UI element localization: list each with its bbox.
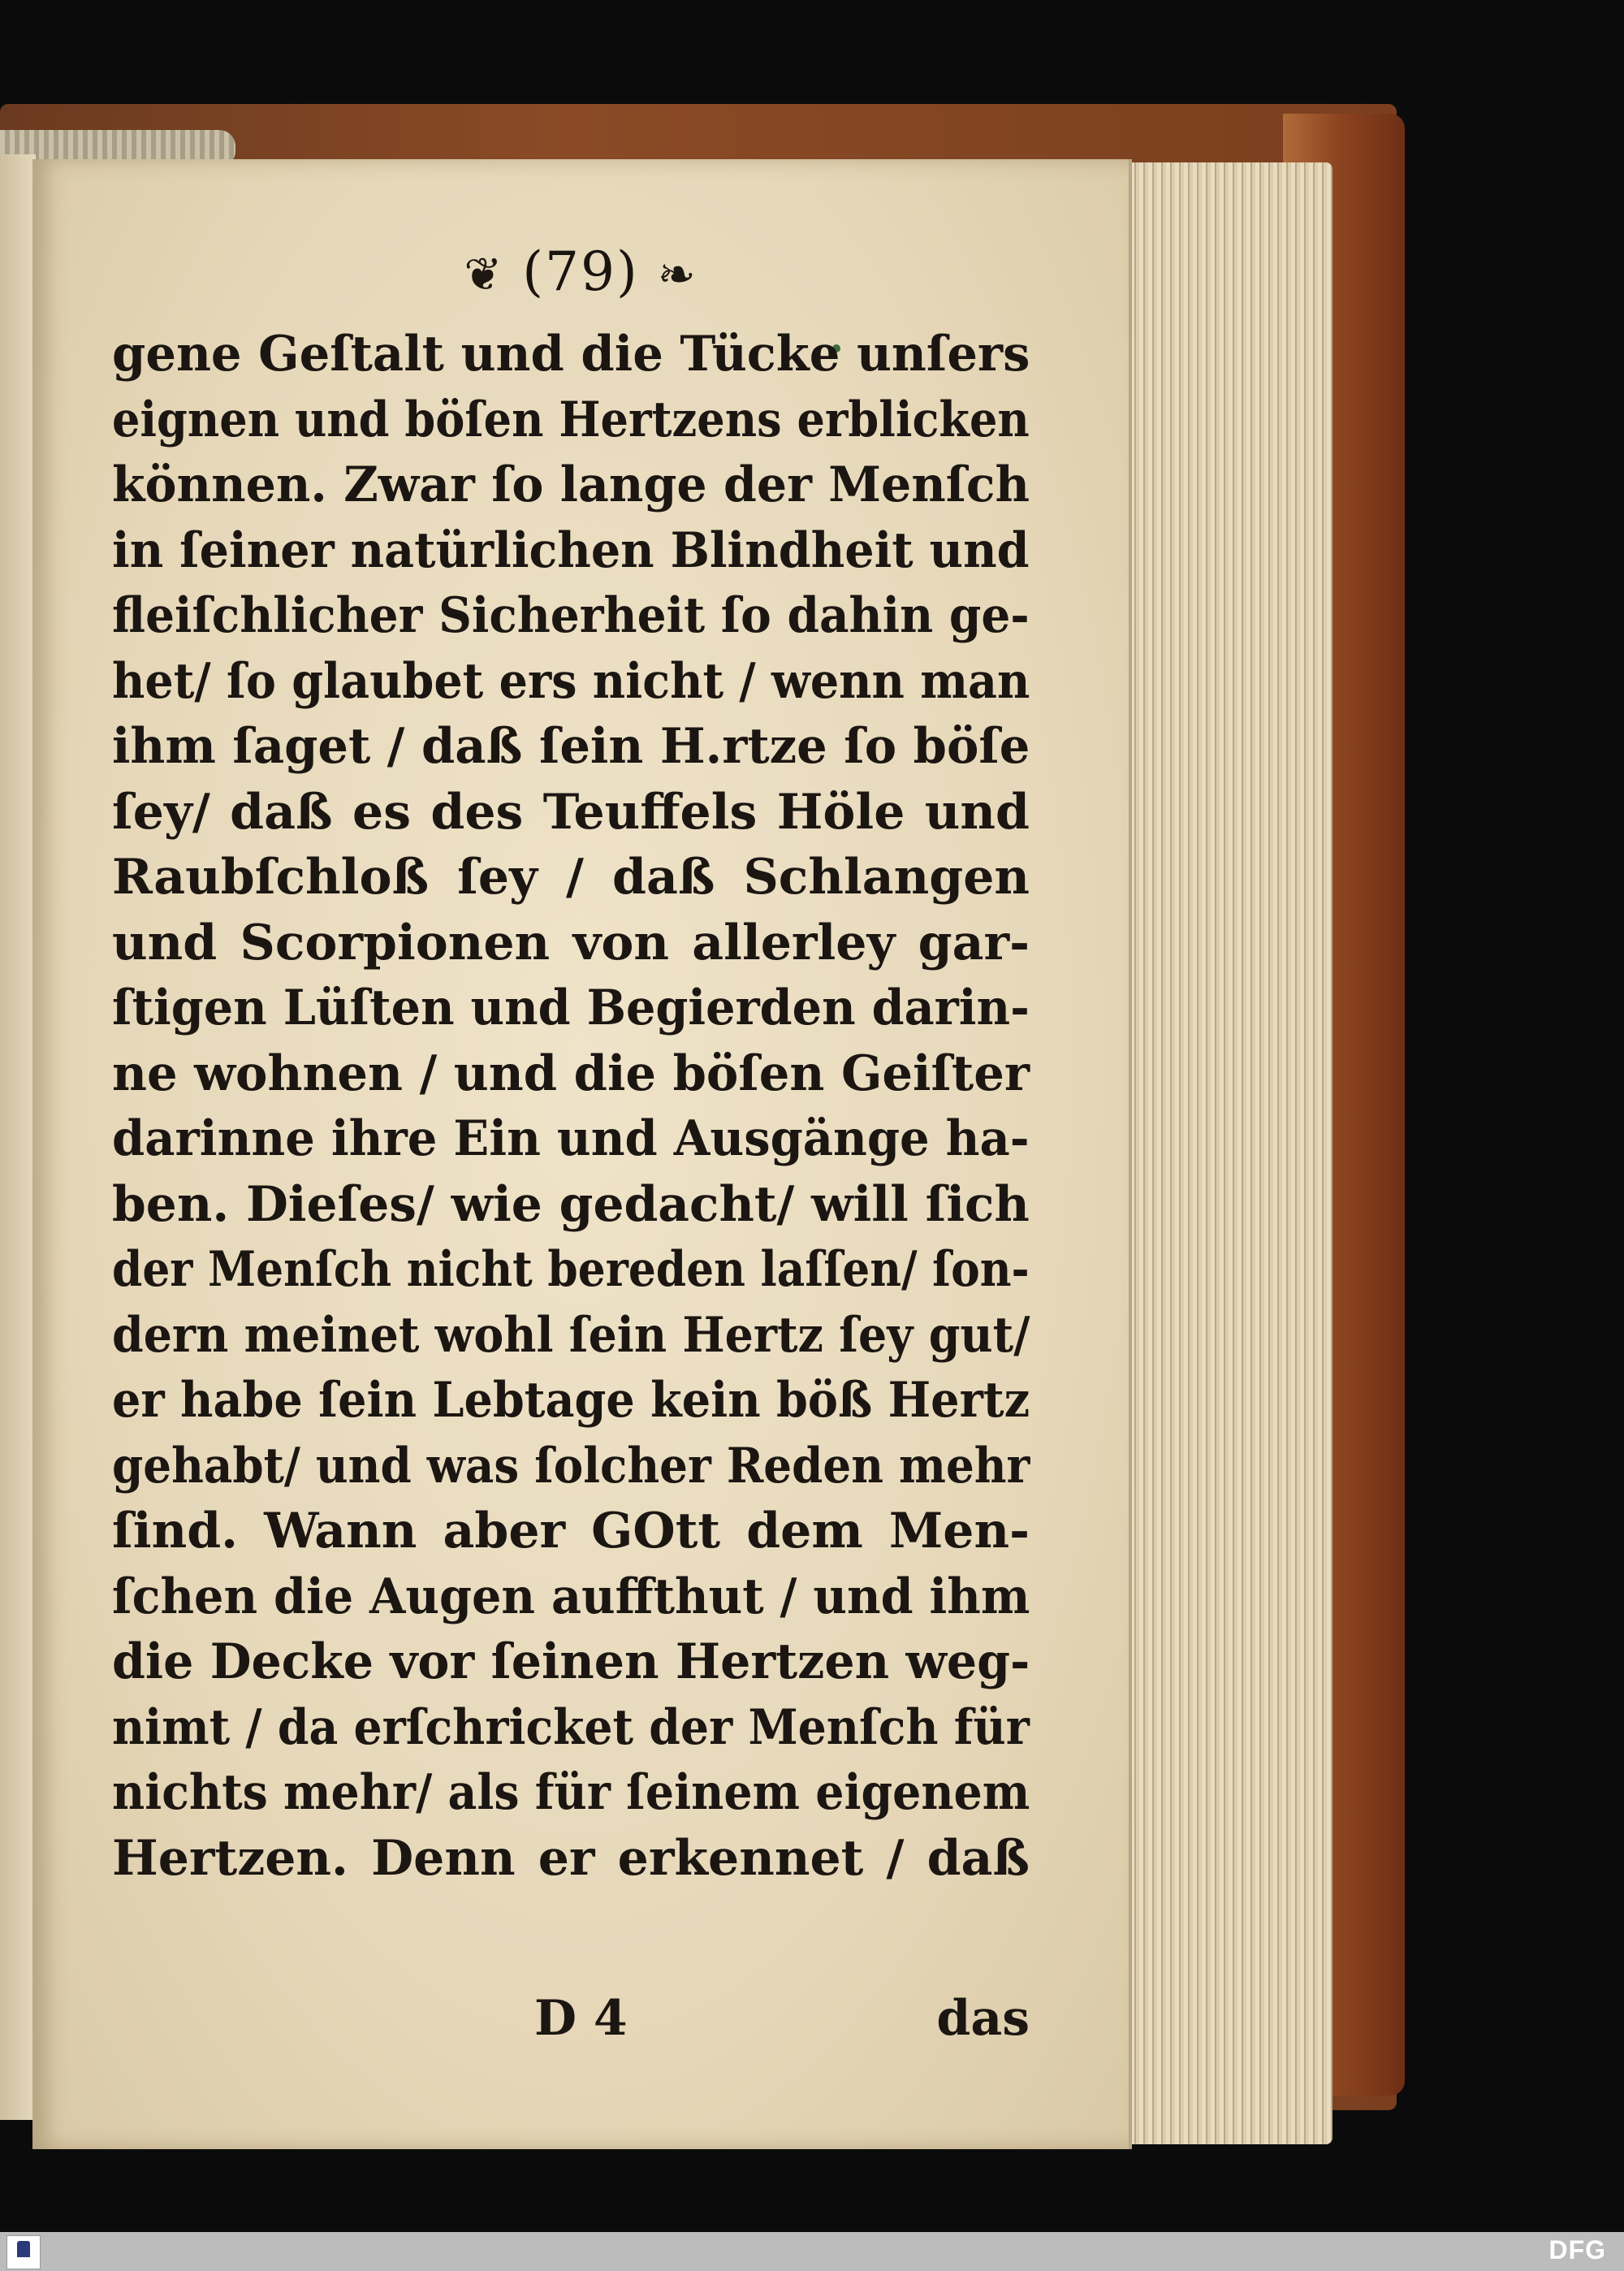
text-line: in ſeiner natürlichen Blindheit und <box>112 521 1030 579</box>
dfg-logo: DFG <box>1548 2235 1606 2265</box>
left-page-edge <box>0 154 36 2120</box>
text-line: Raubſchloß ſey / daß Schlangen <box>112 849 1030 906</box>
text-line: ſchen die Augen auffthut / und ihm <box>112 1568 1030 1625</box>
library-logo-icon <box>6 2235 41 2269</box>
text-line: fleiſchlicher Sicherheit ſo dahin ge- <box>112 587 1030 644</box>
text-line: het/ ſo glaubet ers nicht / wenn man <box>112 652 1030 710</box>
page-number: (79) <box>522 240 639 303</box>
ornament-right-icon: ❧ <box>657 249 698 301</box>
text-line: der Menſch nicht bereden laſſen/ ſon- <box>112 1241 1030 1298</box>
text-line: ben. Dieſes/ wie gedacht/ will ſich <box>112 1175 1030 1233</box>
viewer-footer-bar <box>0 2232 1624 2271</box>
text-line: darinne ihre Ein und Ausgänge ha- <box>112 1110 1030 1167</box>
text-line: nichts mehr/ als für ſeinem eigenem <box>112 1764 1030 1821</box>
text-line: dern meinet wohl ſein Hertz ſey gut/ <box>112 1306 1030 1364</box>
text-line: gene Geſtalt und die Tücke unſers <box>112 326 1030 383</box>
ornament-left-icon: ❦ <box>464 249 504 301</box>
text-line: ne wohnen / und die böſen Geiſter <box>112 1045 1030 1102</box>
text-line: eignen und böſen Hertzens erblicken <box>112 391 1030 448</box>
catchword: das <box>936 1990 1030 2047</box>
page-edges <box>1119 162 1332 2144</box>
signature-mark: D 4 <box>534 1990 628 2047</box>
text-line: nimt / da erſchricket der Menſch für <box>112 1698 1030 1756</box>
text-line: ſind. Wann aber GOtt dem Men- <box>112 1503 1030 1559</box>
text-line: ſtigen Lüſten und Begierden darin- <box>112 980 1030 1036</box>
text-line: können. Zwar ſo lange der Menſch <box>112 456 1030 513</box>
text-line: gehabt/ und was ſolcher Reden mehr <box>112 1437 1030 1495</box>
book-page <box>32 159 1132 2149</box>
text-block <box>112 322 1030 1891</box>
text-line: er habe ſein Lebtage kein böß Hertz <box>112 1372 1030 1429</box>
page-header <box>32 240 1129 303</box>
text-line: die Decke vor ſeinen Hertzen weg- <box>112 1633 1030 1690</box>
text-line: ihm ſaget / daß ſein H.rtze ſo böſe <box>112 718 1030 775</box>
text-line: Hertzen. Denn er erkennet / daß <box>112 1829 1030 1887</box>
text-line: ſey/ daß es des Teuffels Höle und <box>112 783 1030 841</box>
text-line: und Scorpionen von allerley gar- <box>112 914 1030 971</box>
